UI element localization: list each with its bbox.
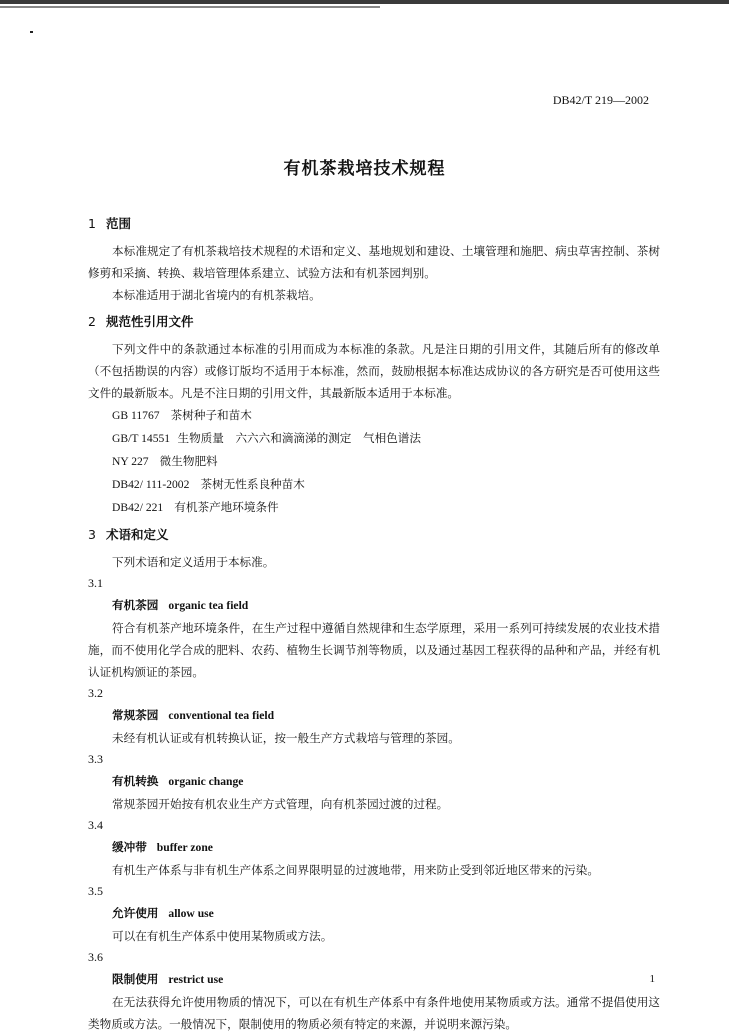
paragraph: 本标准适用于湖北省境内的有机茶栽培。: [112, 288, 321, 302]
paragraph: 本标准规定了有机茶栽培技术规程的术语和定义、基地规划和建设、土壤管理和施肥、病虫草害控制、茶树修剪和采摘、转换、栽培管理体系建立、试验方法和有机茶园判别。: [88, 244, 660, 280]
term-english: organic tea field: [168, 599, 249, 612]
section-number: 1: [88, 216, 96, 231]
term-definition: 未经有机认证或有机转换认证，按一般生产方式栽培与管理的茶园。: [112, 731, 460, 745]
term-heading: [112, 836, 660, 859]
term-english: conventional tea field: [168, 709, 275, 722]
reference-code: GB 11767: [112, 409, 160, 422]
reference-code: DB42/ 111-2002: [112, 478, 190, 491]
term-definition: 可以在有机生产体系中使用某物质或方法。: [112, 929, 333, 943]
reference-item: [112, 427, 660, 450]
reference-item: [112, 404, 660, 427]
term-number: 3.1: [88, 576, 103, 590]
page-title: 有机茶栽培技术规程: [283, 159, 446, 179]
term-chinese: 限制使用: [112, 972, 159, 986]
term-number: 3.6: [88, 950, 103, 964]
term-heading: [112, 704, 660, 727]
term-chinese: 缓冲带: [112, 840, 147, 854]
term-heading: [112, 594, 660, 617]
paragraph: 下列术语和定义适用于本标准。: [112, 555, 275, 569]
term-number: 3.4: [88, 818, 103, 832]
section-heading-references: [88, 312, 660, 332]
term-english: restrict use: [168, 973, 224, 986]
term-definition: 常规茶园开始按有机农业生产方式管理，向有机茶园过渡的过程。: [112, 797, 449, 811]
reference-title: 茶树无性系良种苗木: [200, 477, 305, 491]
section-number: 2: [88, 314, 96, 329]
scan-top-border: [0, 0, 729, 4]
term-heading: [112, 902, 660, 925]
term-definition: 在无法获得允许使用物质的情况下，可以在有机生产体系中有条件地使用某物质或方法。通常不提倡使用这类物质或方法。一般情况下，限制使用的物质必须有特定的来源，并说明来源污染。: [88, 995, 660, 1031]
reference-title: 有机茶产地环境条件: [174, 500, 279, 514]
reference-code: GB/T 14551: [112, 432, 171, 445]
reference-item: [112, 450, 660, 473]
term-number: 3.5: [88, 884, 103, 898]
reference-code: DB42/ 221: [112, 501, 164, 514]
section-title: 范围: [106, 216, 132, 231]
document-number: DB42/T 219—2002: [552, 93, 649, 107]
reference-item: [112, 496, 660, 519]
term-definition: 符合有机茶产地环境条件，在生产过程中遵循自然规律和生态学原理，采用一系列可持续发展的农业技术措施，而不使用化学合成的肥料、农药、植物生长调节剂等物质，以及通过基因工程获得的品种和产品，并经有机认证机构颁证的茶园。: [88, 621, 660, 679]
section-title: 术语和定义: [106, 527, 169, 542]
section-heading-terms: [88, 525, 660, 545]
reference-item: [112, 473, 660, 496]
section-number: 3: [88, 527, 96, 542]
term-heading: [112, 968, 660, 991]
term-definition: 有机生产体系与非有机生产体系之间界限明显的过渡地带，用来防止受到邻近地区带来的污染。: [112, 863, 599, 877]
term-chinese: 允许使用: [112, 906, 159, 920]
term-chinese: 有机茶园: [112, 598, 159, 612]
term-chinese: 常规茶园: [112, 708, 159, 722]
term-english: buffer zone: [156, 841, 213, 854]
paragraph: 下列文件中的条款通过本标准的引用而成为本标准的条款。凡是注日期的引用文件，其随后所有的修改单（不包括勘误的内容）或修订版均不适用于本标准，然而，鼓励根据本标准达成协议的各方研究是否可使用这些文件的最新版本。凡是不注日期的引用文件，其最新版本适用于本标准。: [88, 342, 660, 400]
term-english: organic change: [168, 775, 244, 788]
section-heading-scope: [88, 214, 660, 234]
reference-title: 微生物肥料: [159, 454, 218, 468]
page-number: 1: [649, 973, 655, 985]
term-english: allow use: [168, 907, 214, 920]
scan-top-border-shadow: [0, 6, 380, 8]
term-number: 3.2: [88, 686, 103, 700]
reference-code: NY 227: [112, 455, 149, 468]
reference-title: 生物质量 六六六和滴滴涕的测定 气相色谱法: [177, 431, 421, 445]
term-chinese: 有机转换: [112, 774, 159, 788]
scan-speck: [30, 31, 33, 33]
term-number: 3.3: [88, 752, 103, 766]
section-title: 规范性引用文件: [106, 314, 194, 329]
document-body: [88, 212, 660, 1035]
reference-title: 茶树种子和苗木: [170, 408, 252, 422]
term-heading: [112, 770, 660, 793]
